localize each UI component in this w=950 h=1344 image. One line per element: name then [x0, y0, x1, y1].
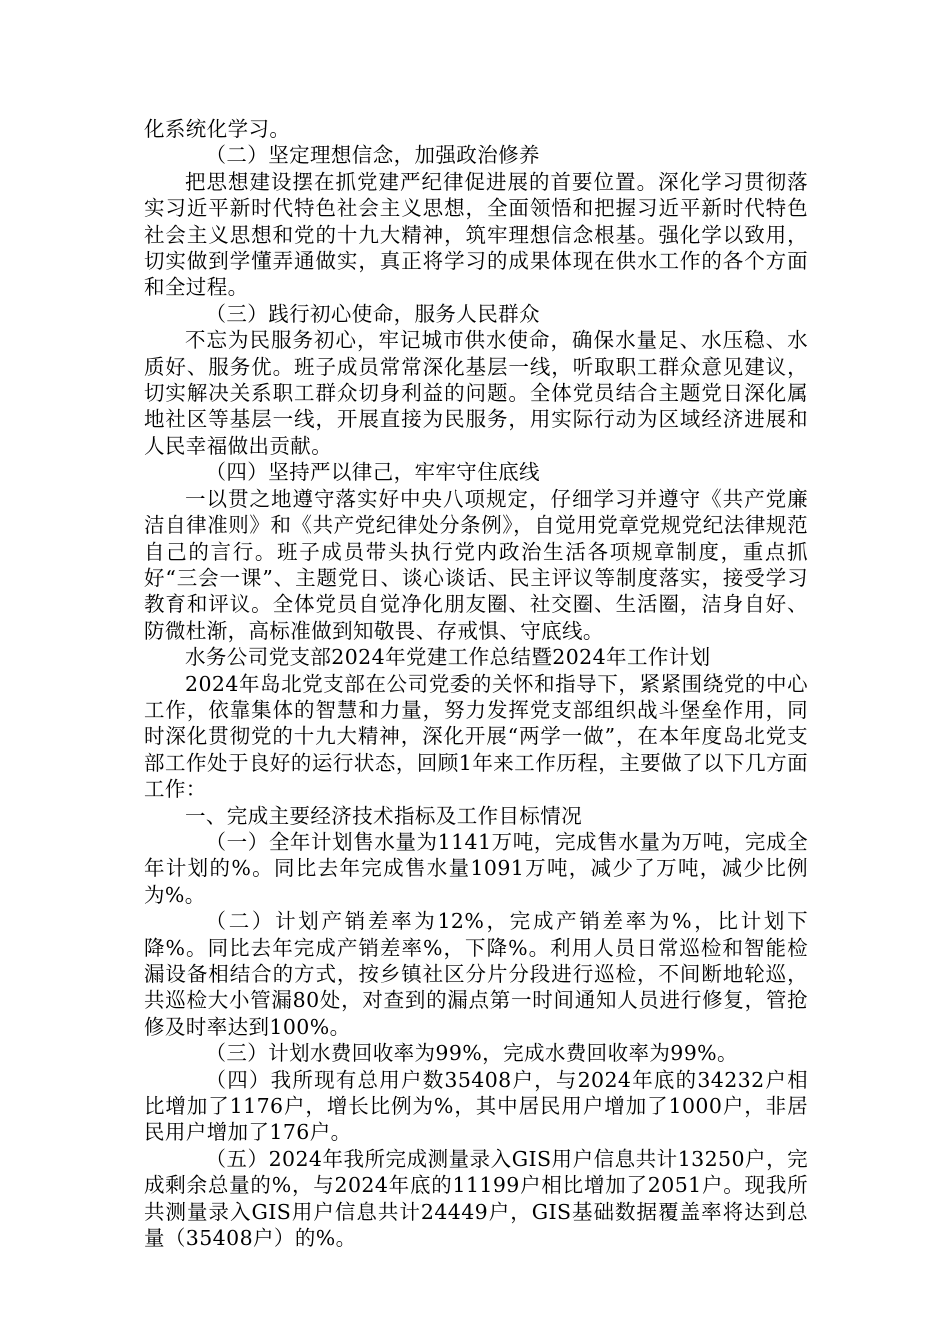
- list-item: （五）2024年我所完成测量录入GIS用户信息共计13250户，完成剩余总量的%，与2024年底的11199户相比增加了2051户。现我所共测量录入GIS用户信息共计24449户，GIS基础数据覆盖率将达到总量（35408户）的%。: [144, 1146, 808, 1251]
- document-title: 水务公司党支部2024年党建工作总结暨2024年工作计划: [185, 645, 711, 670]
- list-item: （一）全年计划售水量为1141万吨，完成售水量为万吨，完成全年计划的%。同比去年完成售水量1091万吨，减少了万吨，减少比例为%。: [144, 829, 808, 907]
- list-item: （三）计划水费回收率为99%，完成水费回收率为99%。: [205, 1041, 738, 1066]
- paragraph: 把思想建设摆在抓党建严纪律促进展的首要位置。深化学习贯彻落实习近平新时代特色社会主义思想，全面领悟和把握习近平新时代特色社会主义思想和党的十九大精神，筑牢理想信念根基。强化学以致用，切实做到学懂弄通做实，真正将学习的成果体现在供水工作的各个方面和全过程。: [144, 169, 808, 300]
- section-heading: （四）坚持严以律己，牢牢守住底线: [205, 460, 540, 485]
- paragraph: 化系统化学习。: [144, 117, 291, 141]
- section-heading: 一、完成主要经济技术指标及工作目标情况: [185, 803, 583, 828]
- paragraph: 2024年岛北党支部在公司党委的关怀和指导下，紧紧围绕党的中心工作，依靠集体的智慧和力量，努力发挥党支部组织战斗堡垒作用，同时深化贯彻党的十九大精神，深化开展“两学一做”，在本年度岛北党支部工作处于良好的运行状态，回顾1年来工作历程，主要做了以下几方面工作：: [144, 671, 808, 802]
- document-page: [144, 116, 808, 1251]
- list-item: （四）我所现有总用户数35408户，与2024年底的34232户相比增加了1176户，增长比例为%，其中居民用户增加了1000户，非居民用户增加了176户。: [144, 1067, 808, 1145]
- paragraph: 一以贯之地遵守落实好中央八项规定，仔细学习并遵守《共产党廉洁自律准则》和《共产党纪律处分条例》，自觉用党章党规党纪法律规范自己的言行。班子成员带头执行党内政治生活各项规章制度，重点抓好“三会一课”、主题党日、谈心谈话、民主评议等制度落实，接受学习教育和评议。全体党员自觉净化朋友圈、社交圈、生活圈，洁身自好、防微杜渐，高标准做到知敬畏、存戒惧、守底线。: [144, 486, 808, 643]
- section-heading: （二）坚定理想信念，加强政治修养: [205, 143, 540, 168]
- paragraph: 不忘为民服务初心，牢记城市供水使命，确保水量足、水压稳、水质好、服务优。班子成员常常深化基层一线，听取职工群众意见建议，切实解决关系职工群众切身利益的问题。全体党员结合主题党日深化属地社区等基层一线，开展直接为民服务，用实际行动为区域经济进展和人民幸福做出贡献。: [144, 328, 808, 458]
- list-item: （二）计划产销差率为12%，完成产销差率为%，比计划下降%。同比去年完成产销差率%，下降%。利用人员日常巡检和智能检漏设备相结合的方式，按乡镇社区分片分段进行巡检，不间断地轮巡，共巡检大小管漏80处，对查到的漏点第一时间通知人员进行修复，管抢修及时率达到100%。: [144, 909, 808, 1039]
- section-heading: （三）践行初心使命，服务人民群众: [205, 301, 540, 326]
